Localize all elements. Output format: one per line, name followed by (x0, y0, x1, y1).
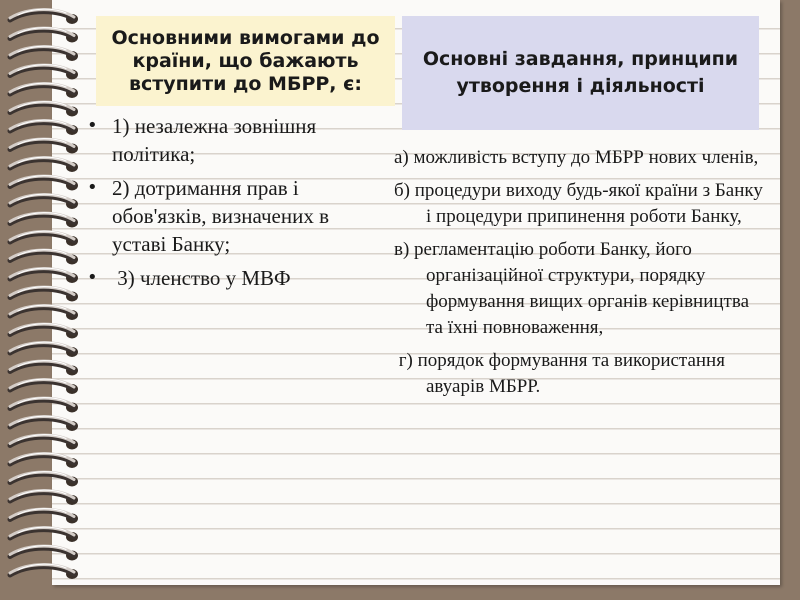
coil-ring (10, 65, 78, 80)
coil-ring (10, 416, 78, 431)
bullet-icon: • (87, 267, 98, 288)
right-header-box (402, 16, 759, 130)
coil-ring (10, 546, 78, 561)
coil-ring (10, 527, 78, 542)
coil-ring (10, 213, 78, 228)
coil-ring (10, 509, 78, 524)
right-header-title: Основні завдання, принципи утворення і діяльності (422, 48, 739, 97)
coil-ring (10, 120, 78, 135)
list-item: • 2) дотримання прав і обов'язків, визначених в уставі Банку; (87, 176, 329, 256)
coil-ring (10, 398, 78, 413)
coil-ring (10, 157, 78, 172)
requirements-list (85, 112, 375, 298)
left-header-title: Основними вимогами до країни, що бажають вступити до МБРР, є: (111, 26, 380, 95)
coil-ring (10, 83, 78, 98)
coil-ring (10, 139, 78, 154)
coil-ring (10, 287, 78, 302)
coil-ring (10, 176, 78, 191)
coil-ring (10, 472, 78, 487)
tasks-list (394, 145, 764, 407)
coil-ring (10, 46, 78, 61)
left-header-box (96, 16, 395, 106)
list-item: • 1) незалежна зовнішня політика; (87, 114, 317, 166)
list-item: в) регламентацію роботи Банку, його організаційної структури, порядку формування вищих органів керівництва та їхні повноваження, (394, 239, 750, 338)
coil-ring (10, 268, 78, 283)
coil-ring (10, 342, 78, 357)
coil-ring (10, 490, 78, 505)
coil-ring (10, 231, 78, 246)
coil-ring (10, 379, 78, 394)
spiral-coil-icon (0, 0, 100, 600)
bullet-icon: • (87, 177, 98, 198)
coil-ring (10, 250, 78, 265)
coil-ring (10, 194, 78, 209)
coil-ring (10, 305, 78, 320)
coil-ring (10, 361, 78, 376)
bullet-icon: • (87, 115, 98, 136)
coil-ring (10, 102, 78, 117)
coil-ring (10, 28, 78, 43)
coil-ring (10, 435, 78, 450)
list-item: г) порядок формування та використання авуарів МБРР. (394, 350, 730, 397)
list-item: б) процедури виходу будь-якої країни з Банку і процедури припинення роботи Банку, (394, 180, 763, 227)
spiral-binding (0, 0, 100, 600)
list-item: • 3) членство у МВФ (87, 266, 291, 290)
list-item: а) можливість вступу до МБРР нових членів, (394, 147, 759, 168)
coil-ring (10, 324, 78, 339)
coil-ring (10, 9, 78, 24)
coil-ring (10, 453, 78, 468)
coil-ring (10, 564, 78, 579)
